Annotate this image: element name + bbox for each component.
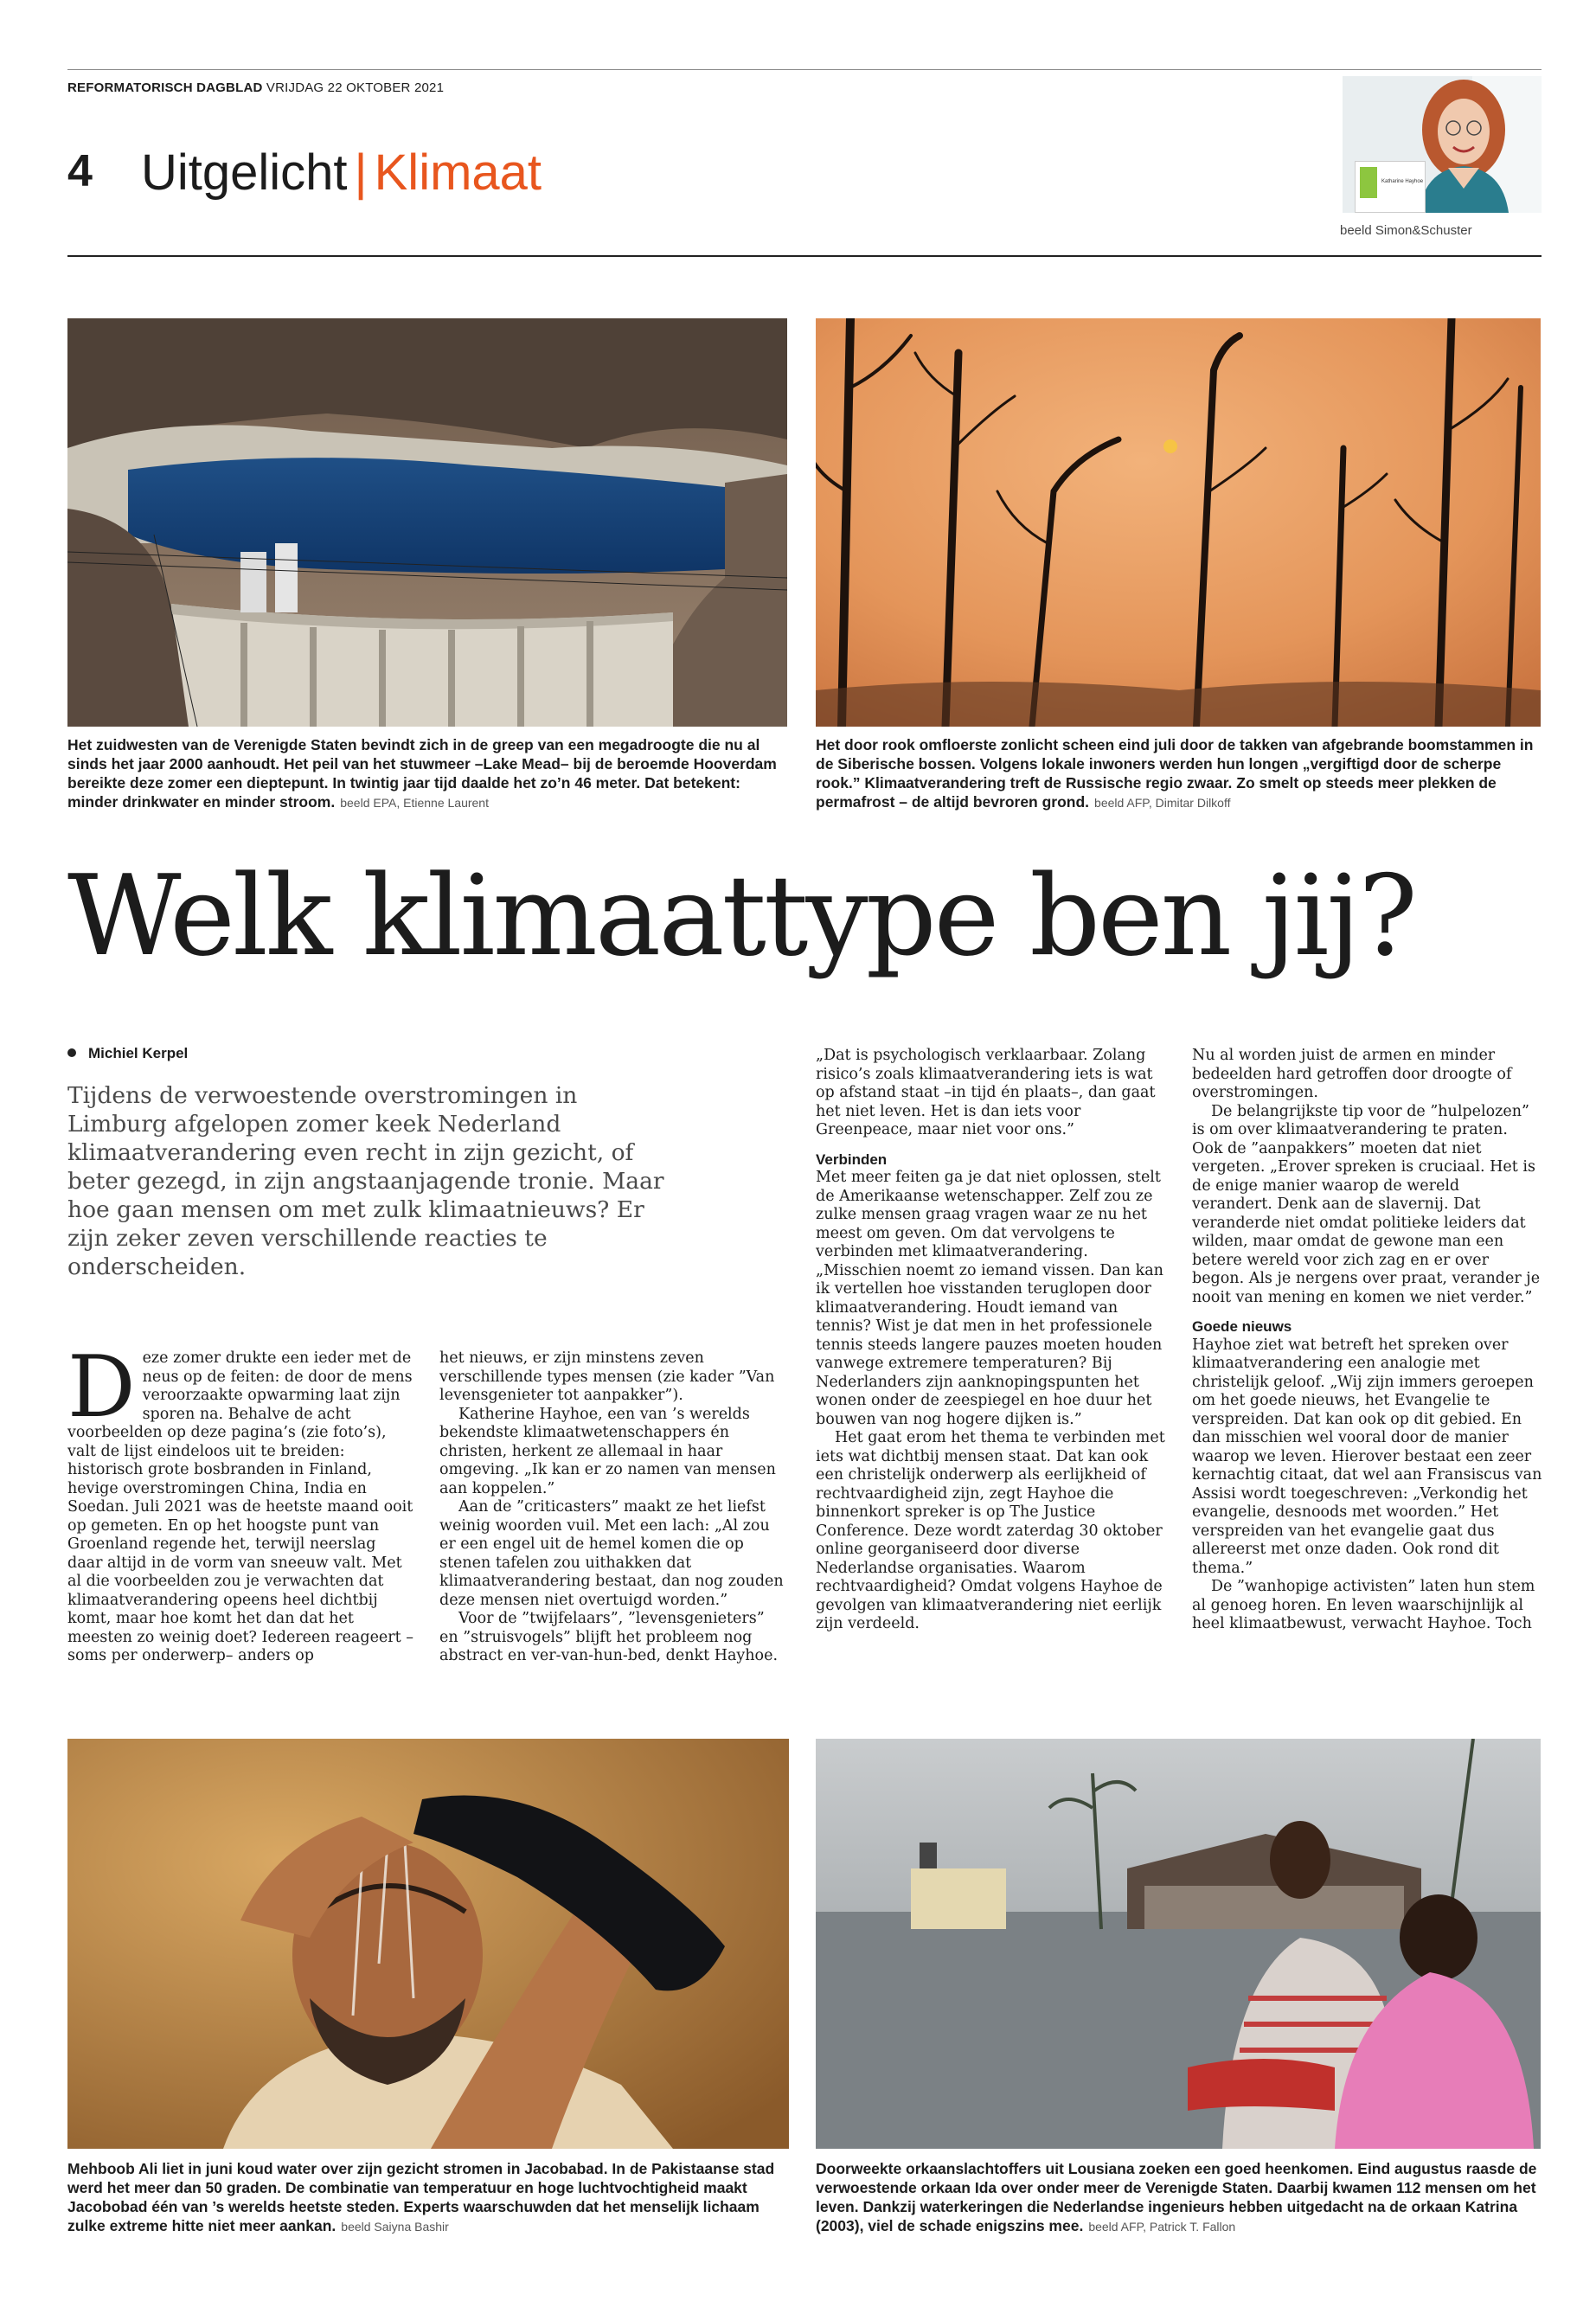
- paragraph: Het gaat erom het thema te verbinden met iets wat dichtbij mensen staat. Dat kan ook een christelijk onderwerp als eerlijkheid of rechtvaardigheid zijn, zegt Hayhoe die binnenkort spreker is op The Justice Conference. Deze wordt zaterdag 30 oktober online georganiseerd door diverse Nederlandse organisaties. Waarom rechtvaardigheid? Omdat volgens Hayhoe de gevolgen van klimaatverandering niet eerlijk zijn verdeeld.: [816, 1429, 1165, 1632]
- intro: Tijdens de verwoestende overstromingen in Limburg afgelopen zomer keek Nederland klimaatverandering even recht in zijn gezicht, of beter gezegd, in zijn angstaanjagende tronie. Maar hoe gaan mensen om met zulk klimaatnieuws? Er zijn zeker zeven verschillende reacties te onderscheiden.: [67, 1082, 664, 1280]
- caption-top-left: [67, 735, 789, 812]
- article-column-1: [67, 1338, 413, 1666]
- caption-text: Het zuidwesten van de Verenigde Staten bevindt zich in de greep van een megadroogte die nu al sinds het jaar 2000 aanhoudt. Het peil van het stuwmeer –Lake Mead– bij de beroemde Hooverdam bereikte deze zomer een dieptepunt. In twintig jaar tijd daalde het zo’n 46 meter. Dat betekent: minder drinkwater en minder stroom.: [67, 736, 777, 811]
- paragraph: [67, 1338, 413, 1666]
- paragraph: Met meer feiten ga je dat niet oplossen, stelt de Amerikaanse wetenschapper. Zelf zou ze zulke mensen graag vragen waar ze nu het meest om geven. Om dat vervolgens te verbinden met klimaatverandering. „Misschien noemt zo iemand vissen. Dan kan ik vertellen hoe visstanden teruglopen door klimaatverandering. Houdt iemand van tennis? Wist je dat men in het professionele tennis steeds langere pauzes moeten houden vanwege extremere temperaturen? Bij Nederlanders zijn aanknopingspunten het wonen onder de zeespiegel en hoe duur het bouwen van nog hogere dijken is.”: [816, 1169, 1163, 1428]
- section-separator: |: [354, 144, 368, 201]
- paragraph: De ”wanhopige activisten” laten hun stem al genoeg horen. En leven waarschijnlijk al heel klimaatbewust, verwacht Hayhoe. Toch: [1192, 1578, 1535, 1632]
- subheading: Goede nieuws: [1192, 1318, 1292, 1335]
- paragraph: „Dat is psychologisch verklaarbaar. Zolang risico’s zoals klimaatverandering iets is wat op afstand staat –in tijd én plaats–, dan gaat het niet leven. Het is dan iets voor Greenpeace, maar niet voor ons.”: [816, 1047, 1156, 1138]
- paragraph: De belangrijkste tip voor de ”hulpelozen” is om over klimaatverandering te praten. Ook de ”aanpakkers” moeten dat niet vergeten. „Erover spreken is cruciaal. Het is de enige manier waarop de wereld verandert. Denk aan de slavernij. Dat veranderde niet omdat politieke leiders dat wilden, maar omdat de gewone man een betere wereld voor zich zag en er over begon. Als je nergens over praat, verander je nooit van mening en komen we niet verder.”: [1192, 1102, 1541, 1306]
- article-column-4: [1192, 1047, 1542, 1634]
- author-name: Michiel Kerpel: [88, 1045, 189, 1061]
- author-photo-credit: beeld Simon&Schuster: [1340, 223, 1472, 238]
- caption-text: Het door rook omfloerste zonlicht scheen eind juli door de takken van afgebrande boomstammen in de Siberische bossen. Volgens lokale inwoners werden hun longen „vergiftigd door de scherpe rook.” Klimaatverandering treft de Russische regio zwaar. Zo smelt op steeds meer plekken de permafrost – de altijd bevroren grond.: [816, 736, 1534, 811]
- photo-siberian-forest: [816, 318, 1541, 727]
- paragraph: Nu al worden juist de armen en minder bedeelden hard getroffen door droogte of overstromingen.: [1192, 1047, 1512, 1101]
- photo-credit: beeld Saiyna Bashir: [341, 2220, 449, 2234]
- photo-credit: beeld AFP, Patrick T. Fallon: [1088, 2220, 1236, 2234]
- page-number: 4: [67, 146, 93, 196]
- section-title: [141, 144, 542, 202]
- book-cover-text: Katharine Hayhoe: [1381, 179, 1424, 184]
- article-column-2: [439, 1349, 785, 1666]
- caption-bottom-left: [67, 2159, 789, 2236]
- byline: [67, 1045, 188, 1062]
- paragraph: Voor de ”twijfelaars”, ”levensgenieters” en ”struisvogels” blijft het probleem nog abstract en ver-van-hun-bed, denkt Hayhoe.: [439, 1610, 779, 1664]
- paragraph: Hayhoe ziet wat betreft het spreken over klimaatverandering een analogie met christelijk geloof. „Wij zijn immers geroepen om het goede nieuws, het Evangelie te verspreiden. Dat kan ook op dit gebied. En dan misschien wel vooral door de manier waarop we leven. Hierover bestaat een zeer kernachtig citaat, dat wel aan Fransiscus van Assisi wordt toegeschreven: „Verkondig het evangelie, desnoods met woorden.” Het verspreiden van het evangelie gaat dus allereerst met onze daden. Ook rond dit thema.”: [1192, 1336, 1542, 1577]
- photo-credit: beeld AFP, Dimitar Dilkoff: [1094, 796, 1231, 810]
- section-name: Uitgelicht: [141, 144, 348, 201]
- masthead: [67, 80, 444, 95]
- issue-date: VRIJDAG 22 OKTOBER 2021: [266, 80, 445, 95]
- caption-top-right: [816, 735, 1542, 812]
- caption-bottom-right: [816, 2159, 1542, 2236]
- top-rule: [67, 69, 1542, 70]
- caption-text: Doorweekte orkaanslachtoffers uit Lousiana zoeken een goed heenkomen. Eind augustus raasde de verwoestende orkaan Ida over onder meer de Verenigde Staten. Daarbij kwamen 112 mensen om het leven. Dankzij waterkeringen die Nederlandse ingenieurs hebben uitgedacht na de orkaan Katrina (2003), viel de schade enigszins mee.: [816, 2160, 1537, 2234]
- header-rule: [67, 255, 1542, 257]
- photo-hurricane-ida: [816, 1739, 1541, 2149]
- author-photo: [1343, 76, 1542, 213]
- paragraph: Katherine Hayhoe, een van ’s werelds bekendste klimaatwetenschappers én christen, herkent ze allemaal in haar omgeving. „Ik kan er zo namen van mensen aan koppelen.”: [439, 1405, 776, 1497]
- subheading: Verbinden: [816, 1150, 888, 1168]
- caption-text: Mehboob Ali liet in juni koud water over zijn gezicht stromen in Jacobabad. In de Pakistaanse stad werd het meer dan 50 graden. De combinatie van temperatuur en hoge luchtvochtigheid maakt Jacobobad één van ’s werelds heetste steden. Experts waarschuwden dat het menselijk lichaam zulke extreme hitte niet meer aankan.: [67, 2160, 775, 2234]
- byline-bullet: [67, 1048, 76, 1057]
- book-cover: [1355, 161, 1426, 213]
- photo-jacobabad-heat: [67, 1739, 789, 2149]
- paragraph-text: eze zomer drukte een ieder met de neus op de feiten: de door de mens veroorzaakte opwarming laat zijn sporen na. Behalve de acht voorbeelden op deze pagina’s (zie foto’s), valt de lijst eindeloos uit te breiden: historisch grote bosbranden in Finland, hevige overstromingen China, India en Soedan. Juli 2021 was de heetste maand ooit op gemeten. En op het hoogste punt van Groenland regende het, terwijl neerslag daar altijd in de vorm van sneeuw valt. Met al die voorbeelden zou je verwachten dat klimaatverandering opeens heel dichtbij komt, maar hoe komt het dan dat het meesten zo weinig doet? Iedereen reageert –soms per onderwerp– anders op: [67, 1349, 413, 1664]
- photo-hoover-dam: [67, 318, 787, 727]
- paper-name: REFORMATORISCH DAGBLAD: [67, 80, 263, 95]
- paragraph: het nieuws, er zijn minstens zeven verschillende types mensen (zie kader ”Van levensgenieter tot aanpakker”).: [439, 1349, 775, 1404]
- photo-credit: beeld EPA, Etienne Laurent: [340, 796, 489, 810]
- paragraph: Aan de ”criticasters” maakt ze het liefst weinig woorden vuil. Met een lach: „Al zou er een engel uit de hemel komen die op stenen tafelen zou uithakken dat klimaatverandering bestaat, dan nog zouden deze mensen niet overtuigd worden.”: [439, 1498, 784, 1609]
- headline: Welk klimaattype ben jij?: [67, 852, 1415, 981]
- drop-cap: D: [67, 1338, 136, 1437]
- section-topic: Klimaat: [374, 144, 542, 201]
- article-column-3: [816, 1047, 1166, 1634]
